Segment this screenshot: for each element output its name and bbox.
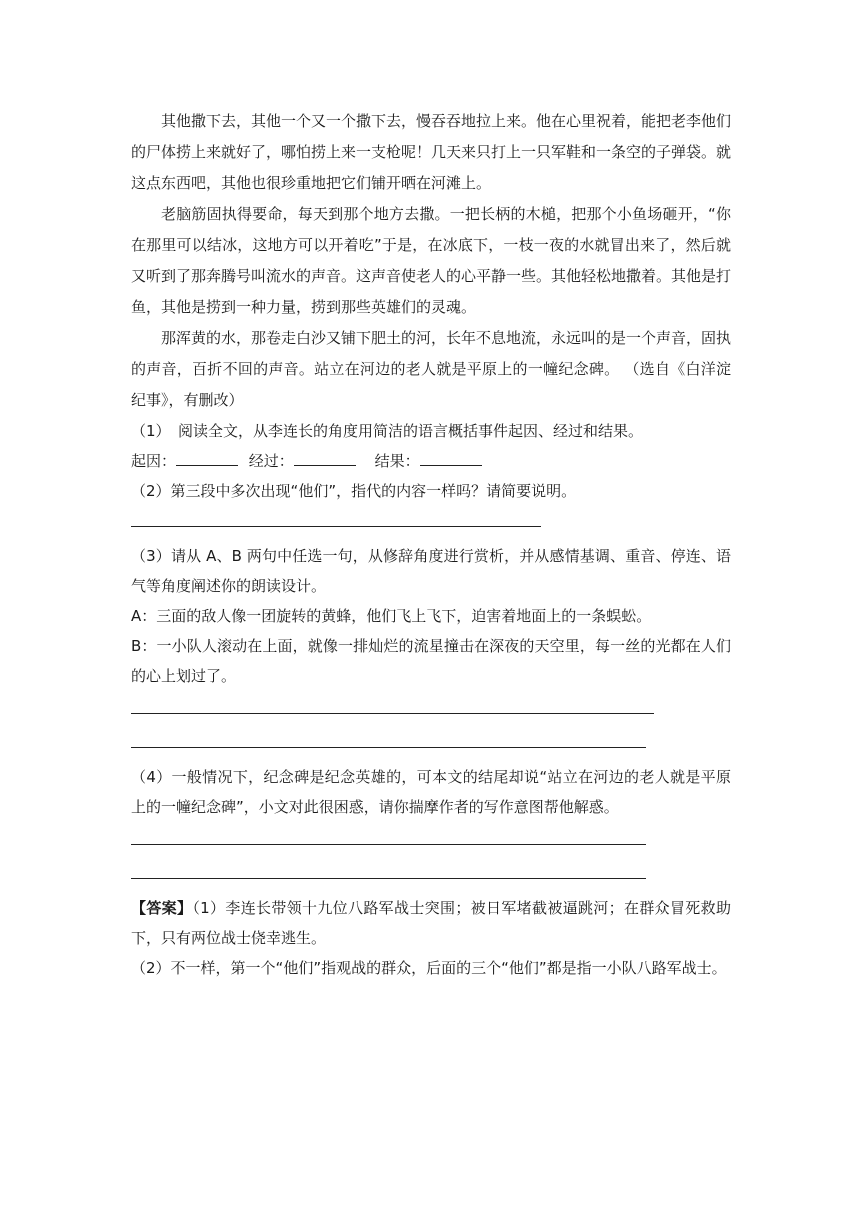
question-3: （3）请从 A、B 两句中任选一句，从修辞角度进行赏析，并从感情基调、重音、停连、语气等角度阐述你的朗读设计。 bbox=[131, 547, 731, 595]
answer-1-text: （1）李连长带领十九位八路军战士突围；被日军堵截被逼跳河；在群众冒死救助下，只有两位战士侥幸逃生。 bbox=[131, 899, 731, 947]
q1-result-blank[interactable] bbox=[420, 449, 482, 466]
question-3-sentence-b: B：一小队人滚动在上面，就像一排灿烂的流星撞击在深夜的天空里，每一丝的光都在人们的心上划过了。 bbox=[131, 637, 731, 685]
q1-cause-blank[interactable] bbox=[176, 449, 238, 466]
passage-paragraph-2: 老脑筋固执得要命，每天到那个地方去撒。一把长柄的木槌，把那个小鱼场砸开，“你在那里可以结冰，这地方可以开着吃”于是，在冰底下，一枝一夜的水就冒出来了，然后就又听到了那奔腾号叫流水的声音。这声音使老人的心平静一些。其他轻松地撒着。其他是打鱼，其他是捞到一种力量，捞到那些英雄们的灵魂。 bbox=[131, 205, 732, 316]
answer-2: （2）不一样，第一个“他们”指观战的群众，后面的三个“他们”都是指一小队八路军战士。 bbox=[131, 959, 727, 977]
q3-answer-line-1[interactable] bbox=[131, 713, 654, 714]
document-content bbox=[131, 106, 731, 983]
answer-label: 【答案】 bbox=[131, 899, 193, 917]
q4-answer-line-1[interactable] bbox=[131, 844, 646, 845]
passage-paragraph-3: 那浑黄的水，那卷走白沙又铺下肥土的河，长年不息地流，永远叫的是一个声音，固执的声音，百折不回的声音。站立在河边的老人就是平原上的一幢纪念碑。 （选自《白洋淀纪事》，有删改） bbox=[131, 329, 732, 409]
answer-1 bbox=[131, 893, 731, 953]
q1-process-blank[interactable] bbox=[294, 449, 356, 466]
passage-paragraph-1: 其他撒下去，其他一个又一个撒下去，慢吞吞地拉上来。他在心里祝着，能把老李他们的尸体捞上来就好了，哪怕捞上来一支枪呢！几天来只打上一只军鞋和一条空的子弹袋。就这点东西吧，其他也很珍重地把它们铺开晒在河滩上。 bbox=[131, 112, 732, 192]
q1-cause-label: 起因： bbox=[131, 452, 177, 470]
question-2: （2）第三段中多次出现“他们”，指代的内容一样吗？请简要说明。 bbox=[131, 482, 577, 500]
question-4: （4）一般情况下，纪念碑是纪念英雄的，可本文的结尾却说“站立在河边的老人就是平原上的一幢纪念碑”，小文对此很困惑，请你揣摩作者的写作意图帮他解惑。 bbox=[131, 768, 731, 816]
question-3-sentence-a: A：三面的敌人像一团旋转的黄蜂，他们飞上飞下，迫害着地面上的一条蜈蚣。 bbox=[131, 607, 652, 625]
q1-result-label: 结果： bbox=[374, 452, 420, 470]
question-1-blanks bbox=[131, 446, 731, 476]
question-1: （1） 阅读全文，从李连长的角度用简洁的语言概括事件起因、经过和结果。 bbox=[131, 422, 644, 440]
q1-process-label: 经过： bbox=[248, 452, 294, 470]
